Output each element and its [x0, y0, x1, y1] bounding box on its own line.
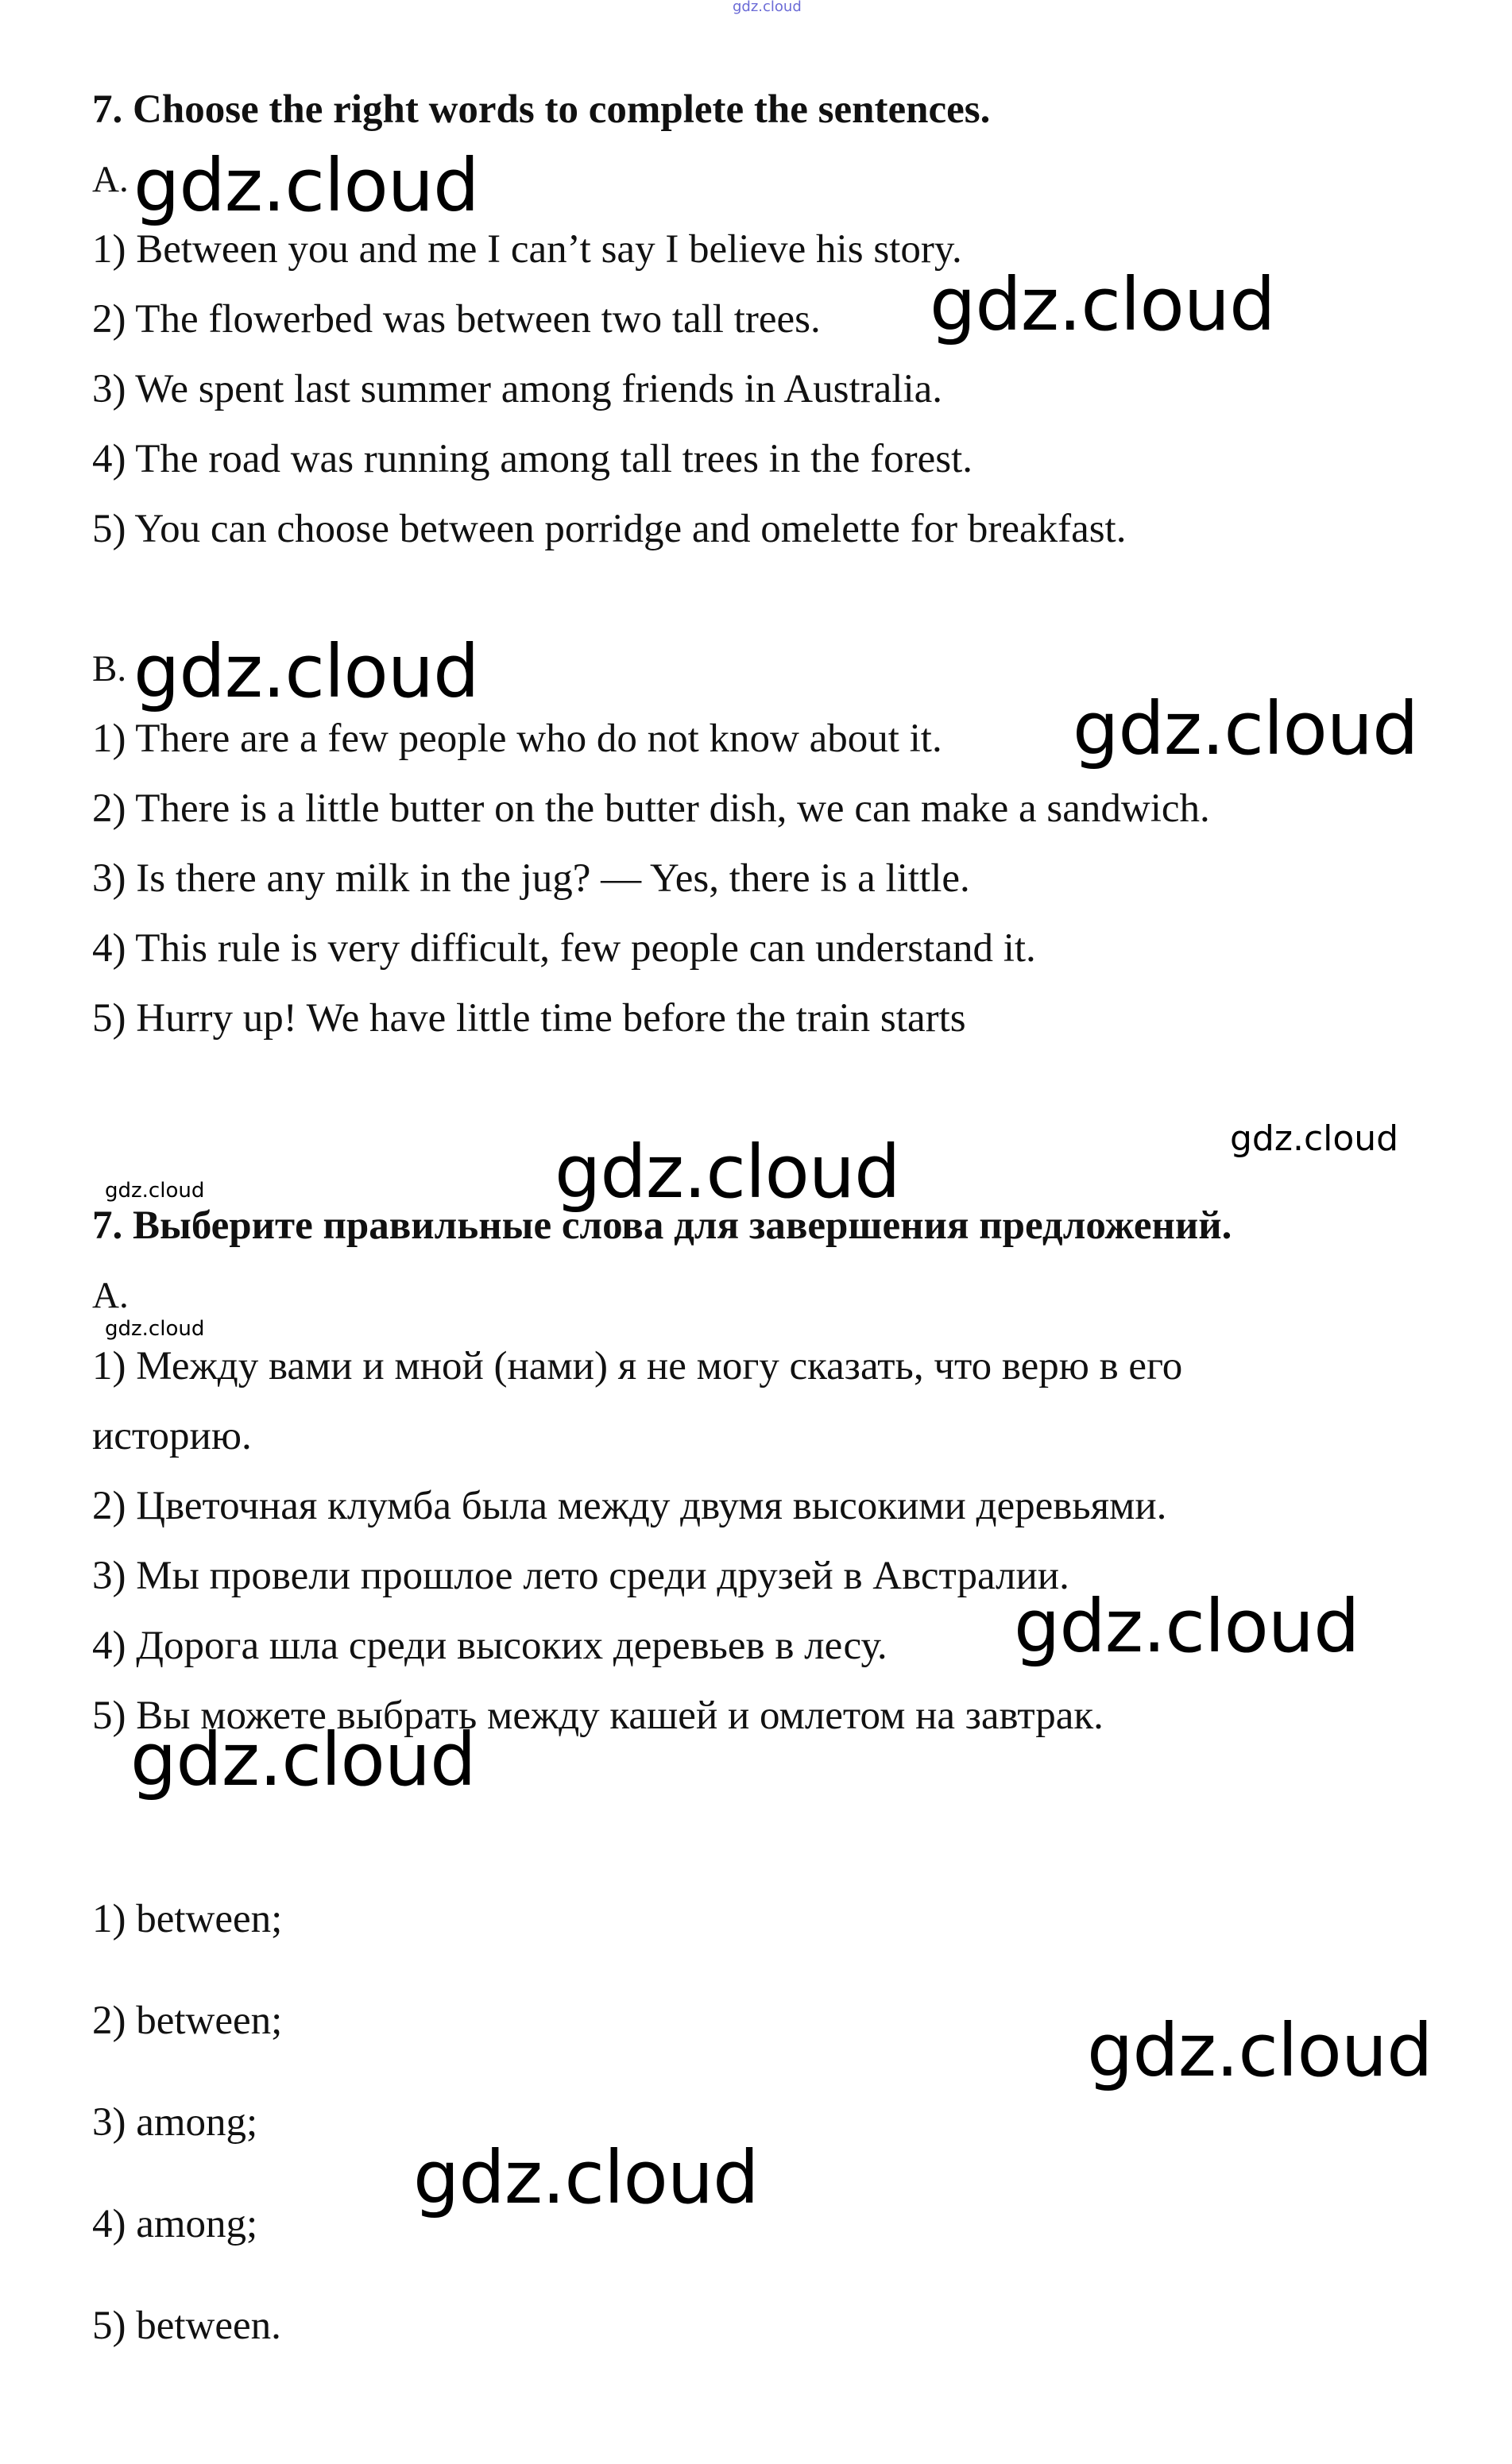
watermark-12: gdz.cloud: [413, 2135, 759, 2220]
watermark-11: gdz.cloud: [1087, 2008, 1433, 2093]
english-b-sentence-1: 1) There are a few people who do not know about it.: [92, 716, 942, 761]
english-section-a-label: A.: [92, 159, 129, 200]
english-a-sentence-3: 3) We spent last summer among friends in Australia.: [92, 367, 943, 411]
watermark-10: gdz.cloud: [130, 1717, 476, 1802]
russian-a-sentence-2: 2) Цветочная клумба была между двумя высокими деревьями.: [92, 1484, 1167, 1528]
russian-a-sentence-5: 5) Вы можете выбрать между кашей и омлетом на завтрак.: [92, 1694, 1104, 1738]
english-a-sentence-1: 1) Between you and me I can’t say I believe his story.: [92, 227, 962, 272]
watermark-3: gdz.cloud: [133, 629, 479, 714]
answer-2: 2) between;: [92, 1999, 283, 2043]
english-a-sentence-2: 2) The flowerbed was between two tall trees.: [92, 297, 821, 342]
english-b-sentence-3: 3) Is there any milk in the jug? — Yes, there is a little.: [92, 856, 970, 901]
english-heading: 7. Choose the right words to complete the sentences.: [92, 87, 991, 132]
watermark-2: gdz.cloud: [930, 262, 1275, 347]
watermark-top: gdz.cloud: [733, 0, 802, 15]
answer-5: 5) between.: [92, 2304, 281, 2348]
russian-a-sentence-1-cont: историю.: [92, 1414, 252, 1458]
english-a-sentence-5: 5) You can choose between porridge and omelette for breakfast.: [92, 507, 1127, 551]
russian-section-a-label: A.: [92, 1275, 129, 1316]
watermark-1: gdz.cloud: [133, 143, 479, 228]
english-b-sentence-4: 4) This rule is very difficult, few people can understand it.: [92, 926, 1036, 971]
russian-a-sentence-1: 1) Между вами и мной (нами) я не могу сказать, что верю в его: [92, 1344, 1183, 1388]
answer-1: 1) between;: [92, 1897, 283, 1941]
watermark-7: gdz.cloud: [105, 1179, 205, 1203]
russian-a-sentence-3: 3) Мы провели прошлое лето среди друзей в Австралии.: [92, 1554, 1069, 1598]
watermark-5: gdz.cloud: [1230, 1118, 1399, 1159]
english-b-sentence-5: 5) Hurry up! We have little time before the train starts: [92, 996, 966, 1041]
english-b-sentence-2: 2) There is a little butter on the butter dish, we can make a sandwich.: [92, 786, 1210, 831]
russian-a-sentence-4: 4) Дорога шла среди высоких деревьев в лесу.: [92, 1624, 887, 1668]
english-a-sentence-4: 4) The road was running among tall trees in the forest.: [92, 437, 973, 481]
russian-heading: 7. Выберите правильные слова для завершения предложений.: [92, 1203, 1232, 1248]
watermark-8: gdz.cloud: [105, 1317, 205, 1341]
watermark-9: gdz.cloud: [1014, 1584, 1359, 1669]
answer-4: 4) among;: [92, 2202, 258, 2246]
watermark-4: gdz.cloud: [1073, 686, 1418, 771]
watermark-6: gdz.cloud: [555, 1130, 900, 1215]
answer-3: 3) among;: [92, 2100, 258, 2145]
english-section-b-label: B.: [92, 648, 127, 689]
